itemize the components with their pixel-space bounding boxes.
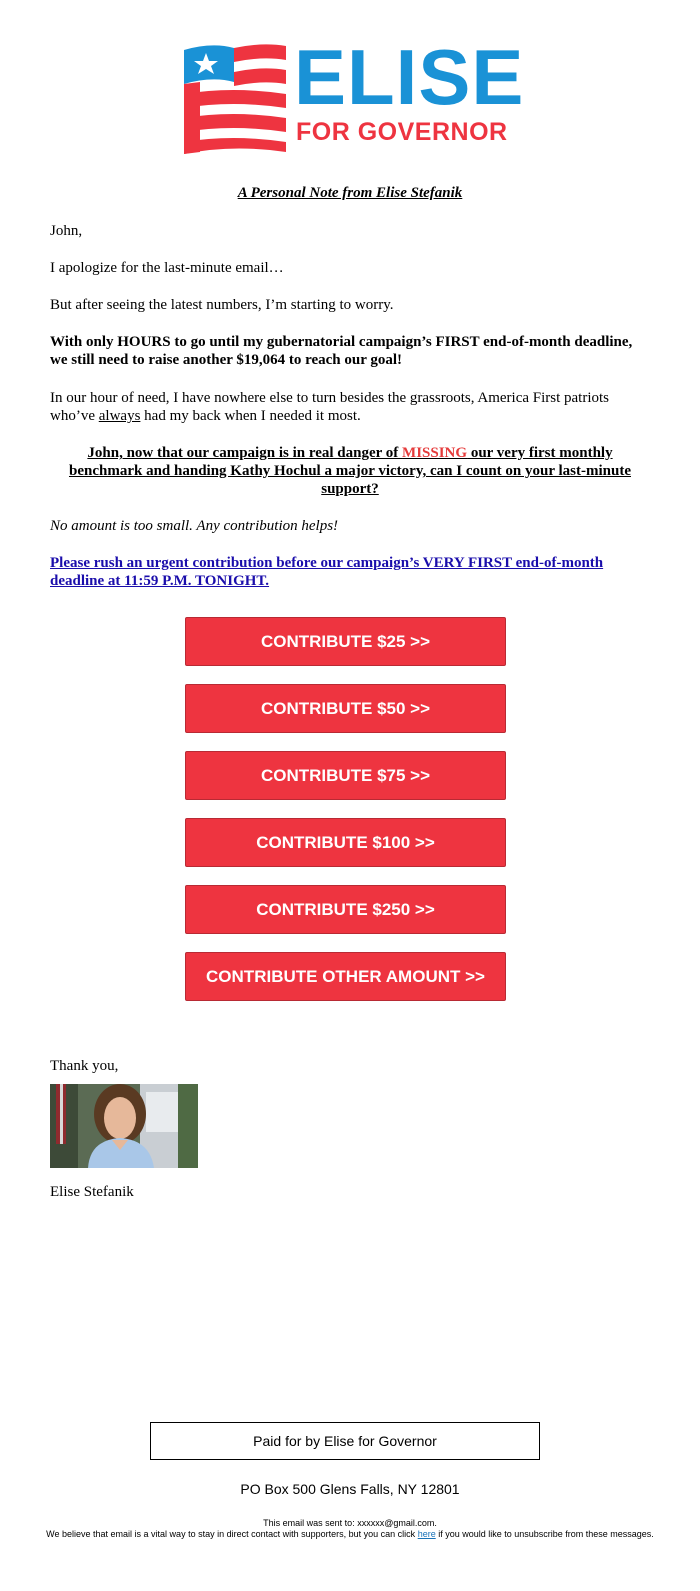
unsubscribe-link[interactable]: here bbox=[417, 1529, 436, 1539]
paragraph-appeal bbox=[50, 444, 650, 498]
paragraph-worry: But after seeing the latest numbers, I’m starting to worry. bbox=[50, 297, 394, 313]
missing-highlight: MISSING bbox=[402, 445, 468, 461]
unsubscribe-text-end: if you would like to unsubscribe from these messages. bbox=[435, 1529, 654, 1539]
note-title: A Personal Note from Elise Stefanik bbox=[237, 185, 463, 201]
paid-for-box: Paid for by Elise for Governor bbox=[150, 1422, 540, 1460]
greeting: John, bbox=[50, 223, 83, 239]
logo-name: ELISE bbox=[294, 33, 525, 121]
contribute-100-button[interactable]: CONTRIBUTE $100 >> bbox=[185, 818, 506, 867]
appeal-start: John, now that our campaign is in real danger of bbox=[87, 445, 403, 461]
rush-contribution-link[interactable]: Please rush an urgent contribution before our campaign’s VERY FIRST end-of-month deadline at 11:59 P.M. TONIGHT. bbox=[50, 555, 604, 589]
mailing-address: PO Box 500 Glens Falls, NY 12801 bbox=[240, 1481, 460, 1497]
email-footer bbox=[40, 1518, 660, 1540]
contribute-250-button[interactable]: CONTRIBUTE $250 >> bbox=[185, 885, 506, 934]
paragraph-grassroots-start: In our hour of need, I have nowhere else to turn besides the grassroots, America First patriots who’ve bbox=[50, 390, 610, 424]
paragraph-grassroots-end: had my back when I needed it most. bbox=[140, 408, 361, 424]
unsubscribe-text-start: We believe that email is a vital way to stay in direct contact with supporters, but you can click bbox=[46, 1529, 418, 1539]
always-underlined: always bbox=[98, 408, 141, 424]
paragraph-grassroots bbox=[50, 389, 650, 425]
contribute-75-button[interactable]: CONTRIBUTE $75 >> bbox=[185, 751, 506, 800]
unsubscribe-line bbox=[40, 1529, 660, 1540]
contribute-25-button[interactable]: CONTRIBUTE $25 >> bbox=[185, 617, 506, 666]
flag-logo-icon bbox=[182, 42, 292, 156]
logo-tagline: FOR GOVERNOR bbox=[296, 118, 508, 146]
rush-paragraph bbox=[50, 554, 650, 590]
sent-to-line: This email was sent to: xxxxxx@gmail.com. bbox=[263, 1518, 437, 1528]
paragraph-apology: I apologize for the last-minute email… bbox=[50, 260, 284, 276]
signoff: Thank you, bbox=[50, 1058, 119, 1074]
paragraph-any-amount: No amount is too small. Any contribution helps! bbox=[50, 518, 339, 534]
paragraph-deadline: With only HOURS to go until my gubernatorial campaign’s FIRST end-of-month deadline, we still need to raise another $19,064 to reach our goal! bbox=[50, 334, 633, 368]
contribute-50-button[interactable]: CONTRIBUTE $50 >> bbox=[185, 684, 506, 733]
appeal-end: our very first monthly benchmark and handing Kathy Hochul a major victory, can I count on your last-minute support? bbox=[68, 445, 631, 497]
elise-photo bbox=[50, 1084, 198, 1168]
contribute-other-button[interactable]: CONTRIBUTE OTHER AMOUNT >> bbox=[185, 952, 506, 1001]
signature: Elise Stefanik bbox=[50, 1184, 134, 1200]
campaign-logo bbox=[182, 33, 525, 156]
